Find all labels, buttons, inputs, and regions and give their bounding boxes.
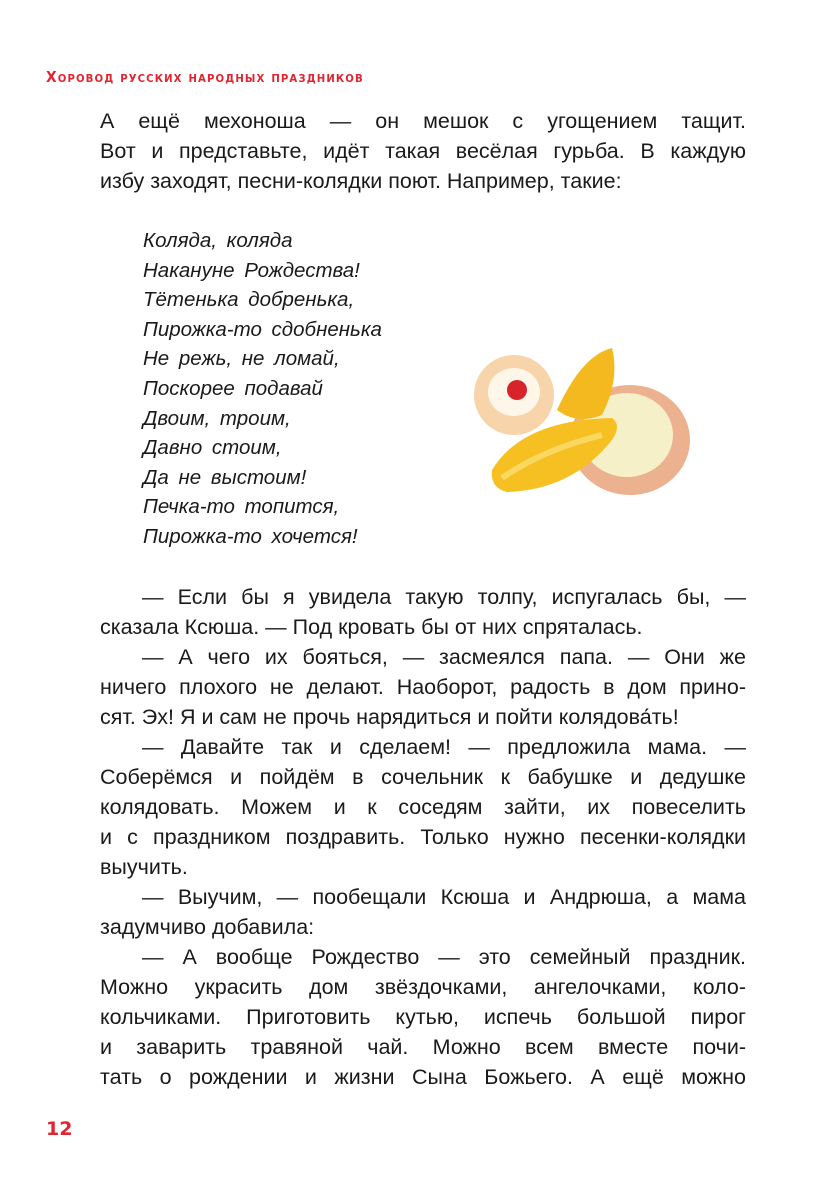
paragraph [100, 642, 746, 732]
poem-line: Накануне Рождества! [143, 258, 360, 282]
poem-line: Не режь, не ломай, [143, 347, 340, 371]
text-line: ничего плохого не делают. Наоборот, радость в дом прино- [100, 675, 746, 699]
text-line: Можно украсить дом звёздочками, ангелочками, коло- [100, 975, 746, 999]
poem-line: Печка-то топится, [143, 495, 340, 519]
text-line: задумчиво добавила: [100, 915, 315, 939]
text-line: — А вообще Рождество — это семейный праздник. [142, 945, 746, 969]
poem-line: Поскорее подавай [143, 376, 323, 400]
text-line: и с праздником поздравить. Только нужно песенки-колядки [100, 825, 746, 849]
carol-poem [143, 226, 382, 552]
paragraph [100, 106, 746, 196]
poem-line: Тётенька добренька, [143, 288, 355, 312]
text-line: избу заходят, песни-колядки поют. Например, такие: [100, 169, 622, 193]
poem-line: Двоим, троим, [143, 406, 291, 430]
paragraph [100, 732, 746, 882]
poem-line: Пирожка-то сдобненька [143, 317, 382, 341]
text-line: — Если бы я увидела такую толпу, испугалась бы, — [142, 585, 746, 609]
intro-paragraph [100, 106, 746, 196]
text-line: — А чего их бояться, — засмеялся папа. — Они же [142, 645, 746, 669]
paragraph [100, 942, 746, 1092]
text-line: колядовать. Можем и к соседям зайти, их повеселить [100, 795, 746, 819]
text-line: и заварить травяной чай. Можно всем вместе почи- [100, 1035, 746, 1059]
text-line: сказала Ксюша. — Под кровать бы от них спряталась. [100, 615, 643, 639]
text-line: А ещё мехоноша — он мешок с угощением тащит. [100, 109, 746, 133]
text-line: — Выучим, — пообещали Ксюша и Андрюша, а мама [142, 885, 746, 909]
text-line: Вот и представьте, идёт такая весёлая гурьба. В каждую [100, 139, 746, 163]
text-line: тать о рождении и жизни Сына Божьего. А ещё можно [100, 1065, 746, 1089]
page-number: 12 [46, 1118, 73, 1140]
poem-line: Пирожка-то хочется! [143, 524, 358, 548]
poem-line: Давно стоим, [143, 436, 282, 460]
paragraph [100, 582, 746, 642]
pastry-illustration [462, 330, 702, 510]
text-line: — Давайте так и сделаем! — предложила мама. — [142, 735, 746, 759]
paragraph [100, 882, 746, 942]
text-line: сят. Эх! Я и сам не прочь нарядиться и пойти колядова́ть! [100, 705, 679, 729]
text-line: Соберёмся и пойдём в сочельник к бабушке и дедушке [100, 765, 746, 789]
poem-line: Коляда, коляда [143, 229, 293, 252]
running-header: Хоровод русских народных праздников [46, 68, 364, 86]
dialogue-text [100, 582, 746, 1092]
text-line: кольчиками. Приготовить кутью, испечь большой пирог [100, 1005, 746, 1029]
poem-line: Да не выстоим! [143, 465, 307, 489]
text-line: выучить. [100, 855, 188, 879]
